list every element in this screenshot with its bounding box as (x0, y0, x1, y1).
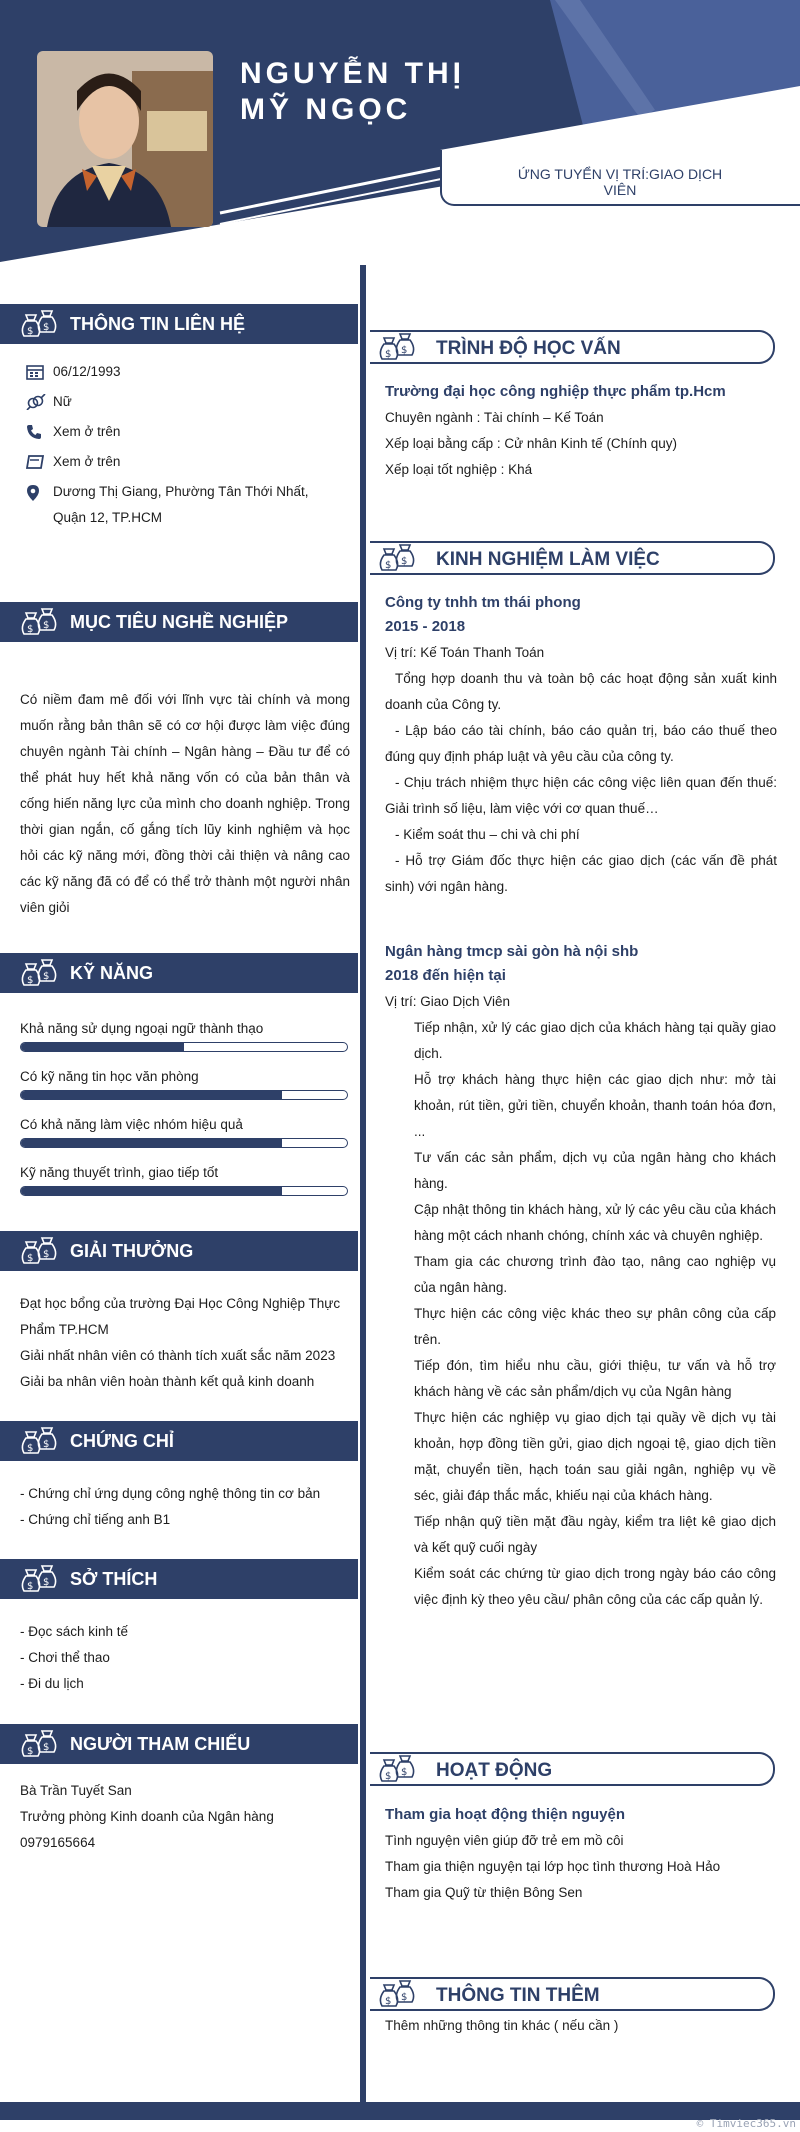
hobbies-list (20, 1619, 355, 1697)
section-header-contact (0, 304, 358, 344)
job-period: 2018 đến hiện tại (385, 967, 506, 984)
activity-line: Tham gia Quỹ từ thiện Bông Sen (385, 1885, 583, 1900)
section-header-reference (0, 1724, 358, 1764)
svg-text:$: $ (385, 560, 392, 571)
award-line: Giải nhất nhân viên có thành tích xuất sắc năm 2023 (20, 1348, 336, 1363)
section-header-extra (370, 1977, 775, 2011)
gender-text: Nữ (53, 394, 72, 409)
candidate-name: NGUYỄN THỊ MỸ NGỌC (240, 57, 466, 126)
job-task: Tiếp đón, tìm hiểu nhu cầu, giới thiệu, tư vấn và hỗ trợ khách hàng về các sản phẩm/dịch vụ của Ngân hàng (414, 1358, 776, 1399)
hobby-line: - Chơi thể thao (20, 1650, 110, 1665)
school-name: Trường đại học công nghiệp thực phẩm tp.Hcm (385, 383, 726, 400)
section-title: THÔNG TIN THÊM (436, 1985, 600, 2006)
job-task: Tư vấn các sản phẩm, dịch vụ của ngân hàng cho khách hàng. (414, 1150, 776, 1191)
section-header-activities (370, 1752, 775, 1786)
skill-fill (21, 1187, 282, 1195)
money-bag-icon (18, 309, 62, 339)
job-task: - Kiểm soát thu – chi và chi phí (395, 827, 580, 842)
section-header-objective (0, 602, 358, 642)
education-line: Xếp loại tốt nghiệp : Khá (385, 462, 533, 477)
job-task: Tiếp nhận, xử lý các giao dịch của khách hàng tại quầy giao dịch. (414, 1020, 776, 1061)
money-bag-icon (376, 332, 420, 362)
activity-list (385, 1828, 777, 1906)
email-text: Xem ở trên (53, 454, 121, 469)
section-title: KINH NGHIỆM LÀM VIỆC (436, 549, 660, 570)
address-line-1: Dương Thị Giang, Phường Tân Thới Nhất, (53, 484, 309, 499)
skill-label: Có kỹ năng tin học văn phòng (20, 1069, 199, 1084)
skill-label: Khả năng sử dụng ngoại ngữ thành thạo (20, 1021, 264, 1036)
money-bag-icon (18, 1426, 62, 1456)
job-task: - Hỗ trợ Giám đốc thực hiện các giao dịch (các vấn đề phát sinh) với ngân hàng. (385, 853, 777, 894)
award-line: Phẩm TP.HCM (20, 1322, 109, 1337)
skill-label: Có khả năng làm việc nhóm hiệu quả (20, 1117, 243, 1132)
svg-text:$: $ (385, 349, 392, 360)
skill-fill (21, 1043, 184, 1051)
job-task: - Lập báo cáo tài chính, báo cáo quản trị, báo cáo thuế theo đúng quy định pháp luật và yêu cầu của công ty. (385, 723, 777, 764)
svg-text:$: $ (43, 620, 50, 631)
money-bag-icon (376, 1979, 420, 2009)
svg-text:$: $ (43, 1742, 50, 1753)
skill-bar (20, 1186, 348, 1196)
section-title: HOẠT ĐỘNG (436, 1760, 553, 1781)
money-bag-icon (376, 543, 420, 573)
money-bag-icon (18, 1729, 62, 1759)
activity-heading: Tham gia hoạt động thiện nguyện (385, 1806, 625, 1823)
job-tasks (385, 666, 777, 900)
skill-bar (20, 1138, 348, 1148)
section-title: GIẢI THƯỞNG (70, 1241, 194, 1261)
certificate-line: - Chứng chỉ tiếng anh B1 (20, 1512, 171, 1527)
section-title: KỸ NĂNG (70, 963, 154, 983)
job-task: Kiểm soát các chứng từ giao dịch trong ngày báo cáo công việc định kỳ theo yêu cầu/ phân công của các cấp quản lý. (414, 1566, 776, 1607)
column-divider (360, 265, 366, 2105)
section-header-certificates (0, 1421, 358, 1461)
svg-text:$: $ (401, 1767, 408, 1778)
svg-text:$: $ (43, 1439, 50, 1450)
money-bag-icon (18, 607, 62, 637)
objective-text: Có niềm đam mê đối với lĩnh vực tài chính và mong muốn rằng bản thân sẽ có cơ hội được làm việc đúng chuyên ngành Tài chính – Ngân hàng – Đầu tư để có thể phát huy hết khả năng vốn có của bản thân và cống hiến năng lực của mình cho doanh nghiệp. Trong thời gian ngắn, cố gắng tích lũy kinh nghiệm và học hỏi các kỹ năng mới, đồng thời cải thiện và nâng cao các kỹ năng đã có để có thể trở thành một người nhân viên giỏi (20, 692, 350, 915)
job-task: - Chịu trách nhiệm thực hiện các công việc liên quan đến thuế: Giải trình số liệu, làm việc với cơ quan thuế… (385, 775, 777, 816)
section-title: SỞ THÍCH (70, 1569, 158, 1589)
job-task: Tham gia các chương trình đào tạo, nâng cao nghiệp vụ của ngân hàng. (414, 1254, 776, 1295)
svg-text:$: $ (27, 326, 34, 337)
svg-text:$: $ (385, 1771, 392, 1782)
section-header-awards (0, 1231, 358, 1271)
money-bag-icon (18, 1564, 62, 1594)
svg-text:$: $ (27, 1581, 34, 1592)
award-line: Giải ba nhân viên hoàn thành kết quả kinh doanh (20, 1374, 315, 1389)
svg-text:$: $ (401, 345, 408, 356)
award-line: Đạt học bổng của trường Đại Học Công Nghiệp Thực (20, 1296, 341, 1311)
reference-line: 0979165664 (20, 1835, 96, 1850)
reference-list (20, 1778, 355, 1856)
section-title: TRÌNH ĐỘ HỌC VẤN (436, 338, 621, 359)
svg-text:$: $ (27, 624, 34, 635)
apply-position: ỨNG TUYỂN VỊ TRÍ:GIAO DỊCH VIÊN (517, 166, 723, 198)
section-header-skills (0, 953, 358, 993)
section-title: MỤC TIÊU NGHỀ NGHIỆP (70, 612, 289, 632)
skill-bar (20, 1090, 348, 1100)
certificate-line: - Chứng chỉ ứng dụng công nghệ thông tin cơ bản (20, 1486, 321, 1501)
svg-text:$: $ (401, 1992, 408, 2003)
location-icon (26, 484, 40, 502)
svg-text:$: $ (27, 1746, 34, 1757)
money-bag-icon (376, 1754, 420, 1784)
certificates-list (20, 1481, 355, 1533)
svg-text:$: $ (401, 556, 408, 567)
money-bag-icon (18, 1236, 62, 1266)
svg-text:$: $ (27, 1253, 34, 1264)
phone-icon (26, 424, 42, 440)
calendar-icon (26, 364, 44, 380)
hobby-line: - Đọc sách kinh tế (20, 1624, 129, 1639)
job-task: Hỗ trợ khách hàng thực hiện các giao dịch như: mở tài khoản, rút tiền, gửi tiền, chuyển khoản, thanh toán hóa đơn, ... (414, 1072, 776, 1139)
job-position: Vị trí: Kế Toán Thanh Toán (385, 645, 545, 660)
skill-bar (20, 1042, 348, 1052)
education-line: Xếp loại bằng cấp : Cử nhân Kinh tế (Chính quy) (385, 436, 677, 451)
section-title: THÔNG TIN LIÊN HỆ (70, 314, 245, 334)
svg-text:$: $ (27, 1443, 34, 1454)
job-task: Thực hiện các nghiệp vụ giao dịch tại quầy về dịch vụ tài khoản, hợp đồng tiền gửi, giao dịch ngoại tệ, giao dịch tiền mặt, chuyển tiền, hạch toán sau giải ngân, nghiệp vụ về séc, giải đáp thắc mắc, khiếu nại của khách hàng. (414, 1410, 776, 1503)
birthday-text: 06/12/1993 (53, 364, 121, 379)
svg-text:$: $ (43, 1577, 50, 1588)
email-icon (26, 454, 44, 470)
extra-text: Thêm những thông tin khác ( nếu cần ) (385, 2018, 619, 2033)
skill-fill (21, 1139, 282, 1147)
hobby-line: - Đi du lịch (20, 1676, 84, 1691)
job-company: Công ty tnhh tm thái phong (385, 594, 581, 611)
svg-text:$: $ (43, 1249, 50, 1260)
activity-line: Tình nguyện viên giúp đỡ trẻ em mồ côi (385, 1833, 624, 1848)
section-header-hobbies (0, 1559, 358, 1599)
job-task: Tiếp nhận quỹ tiền mặt đầu ngày, kiểm tra liệt kê giao dịch và kết quỹ cuối ngày (414, 1514, 776, 1555)
awards-list (20, 1291, 355, 1395)
cv-header (0, 0, 800, 265)
activity-line: Tham gia thiện nguyện tại lớp học tình thương Hoà Hảo (385, 1859, 721, 1874)
gender-icon (26, 394, 46, 410)
section-header-education (370, 330, 775, 364)
reference-line: Trưởng phòng Kinh doanh của Ngân hàng (20, 1809, 274, 1824)
job-task: Tổng hợp doanh thu và toàn bộ các hoạt động sản xuất kinh doanh của Công ty. (385, 671, 777, 712)
job-company: Ngân hàng tmcp sài gòn hà nội shb (385, 943, 639, 960)
job-tasks (414, 1015, 776, 1613)
copyright: © Timviec365.vn (696, 2117, 796, 2130)
svg-text:$: $ (27, 975, 34, 986)
address-line-2: Quận 12, TP.HCM (53, 510, 163, 525)
job-task: Cập nhật thông tin khách hàng, xử lý các yêu cầu của khách hàng một cách nhanh chóng, chính xác và chuyên nghiệp. (414, 1202, 776, 1243)
section-header-experience (370, 541, 775, 575)
avatar (37, 51, 213, 227)
skill-fill (21, 1091, 282, 1099)
svg-text:$: $ (43, 971, 50, 982)
education-line: Chuyên ngành : Tài chính – Kế Toán (385, 410, 604, 425)
job-position: Vị trí: Giao Dịch Viên (385, 994, 511, 1009)
money-bag-icon (18, 958, 62, 988)
section-title: NGƯỜI THAM CHIẾU (70, 1734, 251, 1754)
phone-text: Xem ở trên (53, 424, 121, 439)
svg-text:$: $ (385, 1996, 392, 2007)
section-title: CHỨNG CHỈ (70, 1431, 174, 1451)
svg-text:$: $ (43, 322, 50, 333)
reference-line: Bà Trần Tuyết San (20, 1783, 132, 1798)
skill-label: Kỹ năng thuyết trình, giao tiếp tốt (20, 1165, 219, 1180)
job-period: 2015 - 2018 (385, 618, 466, 635)
education-details (385, 405, 777, 483)
job-task: Thực hiện các công việc khác theo sự phân công của cấp trên. (414, 1306, 776, 1347)
footer-bar (0, 2102, 800, 2120)
